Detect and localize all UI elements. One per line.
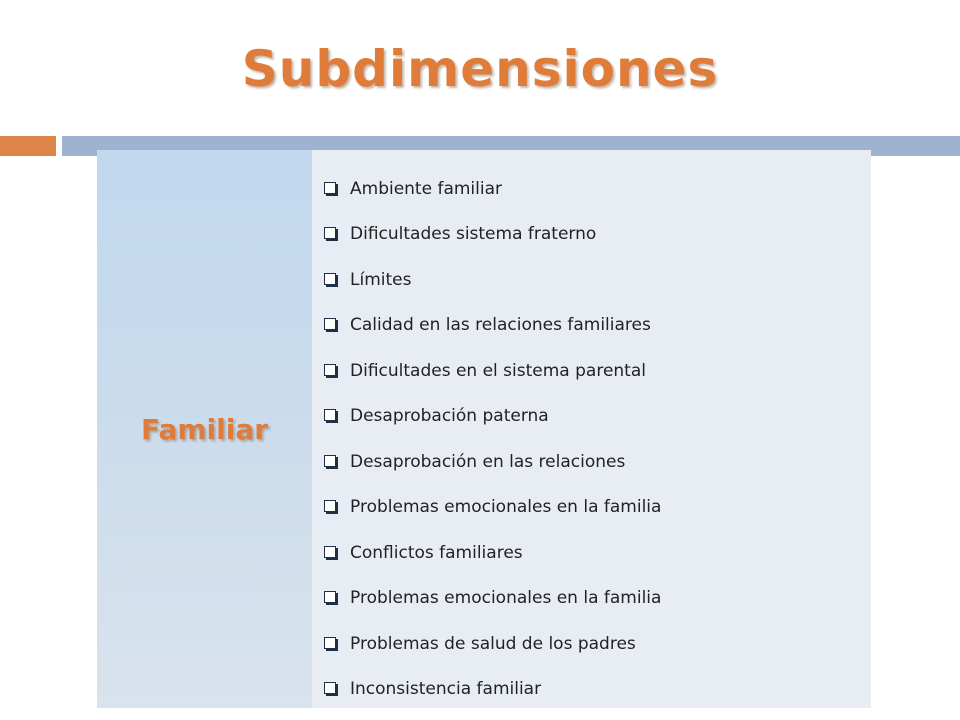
- checkbox-icon: [324, 455, 336, 467]
- list-item-label: Límites: [350, 269, 412, 290]
- list-item-label: Dificultades en el sistema parental: [350, 360, 646, 381]
- checkbox-icon: [324, 682, 336, 694]
- checkbox-icon: [324, 364, 336, 376]
- list-item: [324, 257, 871, 303]
- checkbox-icon: [324, 637, 336, 649]
- list-item-label: Desaprobación paterna: [350, 406, 549, 427]
- list-item: [324, 348, 871, 394]
- list-item: [324, 212, 871, 258]
- list-item-label: Dificultades sistema fraterno: [350, 224, 597, 245]
- list-item-label: Desaprobación en las relaciones: [350, 451, 626, 472]
- list-item-label: Conflictos familiares: [350, 542, 523, 563]
- list-item-label: Problemas emocionales en la familia: [350, 497, 662, 518]
- list-item: [324, 621, 871, 667]
- list-item-label: Inconsistencia familiar: [350, 679, 542, 700]
- slide-title: Subdimensiones: [241, 40, 719, 98]
- checkbox-icon: [324, 500, 336, 512]
- checkbox-icon: [324, 182, 336, 194]
- list-item-label: Calidad en las relaciones familiares: [350, 315, 651, 336]
- list-item: [324, 530, 871, 576]
- category-label: Familiar: [140, 412, 269, 446]
- list-item: [324, 439, 871, 485]
- list-item: [324, 394, 871, 440]
- checkbox-icon: [324, 546, 336, 558]
- list-item-label: Problemas emocionales en la familia: [350, 588, 662, 609]
- checkbox-icon: [324, 318, 336, 330]
- list-item: [324, 166, 871, 212]
- items-list: [312, 166, 871, 712]
- checkbox-icon: [324, 409, 336, 421]
- list-item-label: Ambiente familiar: [350, 178, 503, 199]
- subdimension-table: [97, 150, 871, 708]
- category-cell: [97, 150, 312, 708]
- list-item: [324, 576, 871, 622]
- accent-bar-orange: [0, 136, 56, 156]
- list-item: [324, 303, 871, 349]
- checkbox-icon: [324, 273, 336, 285]
- items-cell: [312, 150, 871, 708]
- checkbox-icon: [324, 591, 336, 603]
- checkbox-icon: [324, 227, 336, 239]
- list-item-label: Problemas de salud de los padres: [350, 633, 636, 654]
- list-item: [324, 485, 871, 531]
- list-item: [324, 667, 871, 713]
